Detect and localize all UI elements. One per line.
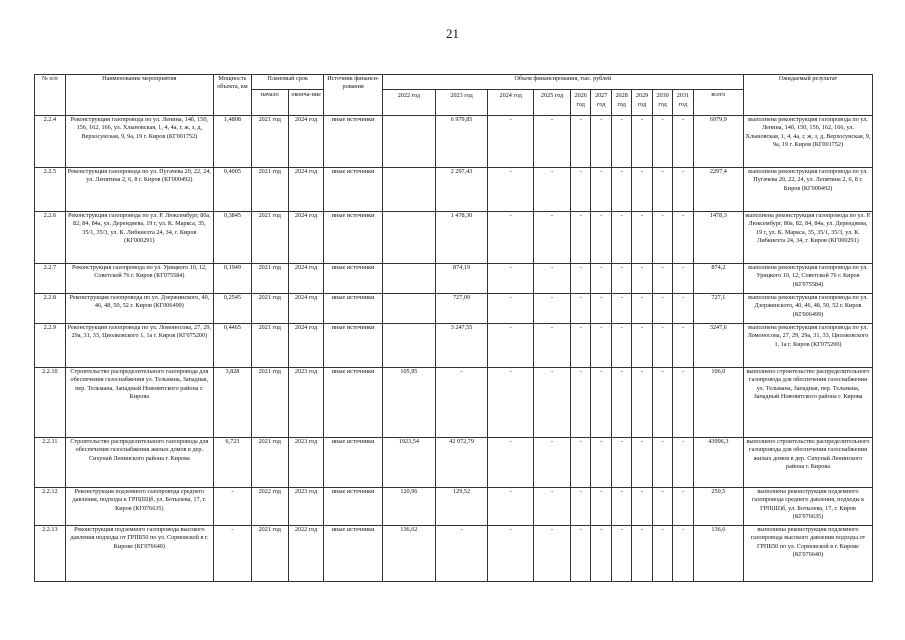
row-year-value [382,116,435,168]
row-year-value: - [435,368,487,438]
row-start: 2022 год [251,488,288,526]
col-term-header: Плановый срок [251,75,324,90]
row-start: 2021 год [251,116,288,168]
row-year-value: - [571,488,591,526]
row-year-value: - [571,526,591,582]
row-capacity: 0,1949 [214,264,252,294]
header-row-1 [35,75,873,90]
row-year-value: - [632,294,652,324]
row-year-value: - [673,526,693,582]
row-year-value: 129,52 [435,488,487,526]
row-name: Строительство распределительного газопровода для обеспечения газоснабжения жилых домов в дер. Сихунай Ленинского района г. Кирова [65,438,213,488]
row-end: 2023 год [288,488,324,526]
row-year-value: - [488,438,534,488]
row-year-value: - [652,294,672,324]
col-year-header: 2023 год [435,90,487,116]
row-source: иные источники [324,294,382,324]
row-number: 2.2.4 [35,116,66,168]
row-result: выполнена реконструкция газопровода по ул. Урицкого 10, 12, Советской 76 г. Киров (КГ075584) [743,264,872,294]
row-start: 2021 год [251,294,288,324]
row-year-value: - [534,168,571,212]
row-year-value: - [673,438,693,488]
row-capacity: 0,3845 [214,212,252,264]
row-capacity: 0,4465 [214,324,252,368]
row-start: 2021 год [251,168,288,212]
row-year-value: - [534,324,571,368]
row-year-value: - [611,526,631,582]
row-year-value: - [591,168,611,212]
col-year-header: 2030 год [652,90,672,116]
col-year-header: 2029 год [632,90,652,116]
row-year-value: - [488,526,534,582]
row-year-value: 1 478,30 [435,212,487,264]
row-start: 2021 год [251,212,288,264]
row-year-value: - [488,294,534,324]
row-capacity: 6,723 [214,438,252,488]
row-year-value: - [488,324,534,368]
row-number: 2.2.8 [35,294,66,324]
row-result: выполнена реконструкция газопровода по ул. Пугачева 20, 22, 24, ул. Лепятина 2, 6, 8 г. Киров (КГ000492) [743,168,872,212]
row-year-value: 136,62 [382,526,435,582]
row-year-value: - [534,264,571,294]
row-year-value: - [652,264,672,294]
table-row [35,526,873,582]
row-year-value: - [571,168,591,212]
table-row [35,116,873,168]
row-year-value: - [611,212,631,264]
table-row [35,294,873,324]
row-year-value: - [611,294,631,324]
row-year-value: - [652,212,672,264]
row-year-value [382,264,435,294]
row-name: Реконструкция газопровода по ул. Ломоносова, 27, 29, 29а, 31, 33, Циолковского 1, 1а г. Киров (КГ075200) [65,324,213,368]
col-source-header: Источник финанси-рования [324,75,382,116]
row-year-value: 874,19 [435,264,487,294]
row-capacity: 1,4808 [214,116,252,168]
row-source: иные источники [324,168,382,212]
row-total: 43996,3 [693,438,743,488]
col-year-header: 2025 год [534,90,571,116]
row-year-value [382,212,435,264]
row-year-value: - [611,438,631,488]
row-capacity: - [214,526,252,582]
col-year-header: 2031 год [673,90,693,116]
row-year-value: 105,95 [382,368,435,438]
row-year-value: 2 297,43 [435,168,487,212]
row-result: выполнена реконструкция подземного газопровода высокого давления подходы от ГРПБ50 по ул. Сормовской в г. Кирове (КГ076640) [743,526,872,582]
col-year-header: 2026 год [571,90,591,116]
row-year-value: - [652,116,672,168]
col-capacity-header: Мощность объекта, км [214,75,252,116]
row-year-value: - [488,368,534,438]
row-start: 2021 год [251,368,288,438]
row-year-value: - [591,438,611,488]
row-year-value: - [611,264,631,294]
row-year-value: - [673,212,693,264]
row-year-value [382,294,435,324]
row-year-value: - [652,488,672,526]
row-year-value: - [571,116,591,168]
row-year-value [382,324,435,368]
row-year-value: 727,09 [435,294,487,324]
row-year-value: - [534,212,571,264]
row-source: иные источники [324,488,382,526]
row-result: выполнена реконструкция подземного газопровода среднего давления, подходы к ГРП(Ш)б, ул. Ботылева, 17, г. Киров (КГ076635) [743,488,872,526]
row-year-value: - [571,438,591,488]
row-number: 2.2.13 [35,526,66,582]
page-number: 21 [446,26,459,41]
col-result-header: Ожидаемый результат [743,75,872,116]
row-year-value: - [673,168,693,212]
row-year-value: - [591,488,611,526]
row-year-value: - [534,368,571,438]
row-year-value [382,168,435,212]
row-end: 2022 год [288,526,324,582]
row-year-value: - [632,324,652,368]
row-name: Реконструкция газопровода по ул. Дзержинского, 40, 46, 48, 50, 52 г. Киров (КГ006499) [65,294,213,324]
row-source: иные источники [324,324,382,368]
col-volume-header: Объем финансирования, тыс. рублей [382,75,743,90]
col-start-header: начало [251,90,288,116]
row-year-value: - [673,116,693,168]
col-year-header: 2028 год [611,90,631,116]
col-year-header: 2022 год [382,90,435,116]
row-name: Реконструкция подземного газопровода высокого давления подходы от ГРПБ50 по ул. Сормовской в г. Кирове (КГ076640) [65,526,213,582]
row-year-value: 42 072,79 [435,438,487,488]
row-year-value: - [632,438,652,488]
row-year-value: - [611,116,631,168]
row-year-value: - [611,488,631,526]
row-total: 2297,4 [693,168,743,212]
row-source: иные источники [324,526,382,582]
row-capacity: 0,4005 [214,168,252,212]
row-year-value: - [673,488,693,526]
row-start: 2021 год [251,264,288,294]
row-number: 2.2.11 [35,438,66,488]
table-row [35,368,873,438]
row-result: выполнена реконструкция газопровода по ул. Ломоносова, 27, 29, 29а, 31, 33, Циолковского 1, 1а г. Киров (КГ075200) [743,324,872,368]
row-end: 2024 год [288,294,324,324]
row-name: Реконструкция газопровода по ул. Ленина, 14б, 150, 156, 162, 166, ул. Хлыновская, 1, 4, 4а, г, ж, з, д, Верхосунская, 9, 9а, 19 г. Киров (КГ001752) [65,116,213,168]
row-year-value: - [673,324,693,368]
col-year-header: 2027 год [591,90,611,116]
row-year-value: - [534,526,571,582]
table-row [35,488,873,526]
row-year-value: - [591,368,611,438]
row-year-value: - [632,168,652,212]
row-year-value: - [571,368,591,438]
row-number: 2.2.12 [35,488,66,526]
row-source: иные источники [324,438,382,488]
col-total-header: всего [693,90,743,116]
row-total: 3247,6 [693,324,743,368]
row-total: 874,2 [693,264,743,294]
row-year-value: - [534,116,571,168]
row-year-value: - [632,526,652,582]
table-row [35,438,873,488]
row-capacity: 0,2545 [214,294,252,324]
row-year-value: - [632,116,652,168]
col-end-header: оконча-ние [288,90,324,116]
row-result: выполнена реконструкция газопровода по ул. Ленина, 14б, 150, 156, 162, 166, ул. Хлыновская, 1, 4, 4а, г, ж, з, д, Верхосунская, 9, 9а, 19 г. Киров (КГ001752) [743,116,872,168]
row-year-value: - [611,368,631,438]
table-row [35,324,873,368]
table-row [35,264,873,294]
row-year-value: - [591,264,611,294]
row-year-value: - [488,488,534,526]
col-name-header: Наименование мероприятия [65,75,213,116]
row-total: 136,6 [693,526,743,582]
row-year-value: - [632,368,652,438]
row-year-value: - [652,324,672,368]
row-year-value: - [652,368,672,438]
row-year-value: - [571,212,591,264]
row-number: 2.2.7 [35,264,66,294]
row-year-value: 1923,54 [382,438,435,488]
row-year-value: 120,96 [382,488,435,526]
row-start: 2021 год [251,324,288,368]
row-year-value: - [591,526,611,582]
col-year-header: 2024 год [488,90,534,116]
row-end: 2024 год [288,212,324,264]
row-year-value: - [652,438,672,488]
row-number: 2.2.10 [35,368,66,438]
row-end: 2024 год [288,324,324,368]
row-year-value: - [488,212,534,264]
row-year-value: - [488,168,534,212]
row-end: 2023 год [288,368,324,438]
row-year-value: - [611,168,631,212]
row-result: выполнено строительство распределительного газопровода для обеспечения газоснабжения жилых домов в дер. Сихунай Ленинского района г. Кирова [743,438,872,488]
row-year-value: - [488,116,534,168]
row-name: Реконструкция газопровода по ул. Пугачева 20, 22, 24, ул. Лепятина 2, 6, 8 г. Киров (КГ000492) [65,168,213,212]
row-number: 2.2.6 [35,212,66,264]
row-number: 2.2.9 [35,324,66,368]
row-year-value: - [571,264,591,294]
row-year-value: - [534,488,571,526]
row-year-value: - [591,116,611,168]
row-year-value: 3 247,55 [435,324,487,368]
row-start: 2021 год [251,438,288,488]
row-end: 2024 год [288,264,324,294]
col-num-header: № п/п [35,75,66,116]
row-total: 6979,9 [693,116,743,168]
row-year-value: - [611,324,631,368]
row-end: 2024 год [288,116,324,168]
row-result: выполнена реконструкция газопровода по ул. Дзержинского, 40, 46, 48, 50, 52 г. Киров (КГ006499) [743,294,872,324]
row-year-value: - [435,526,487,582]
row-year-value: - [488,264,534,294]
row-start: 2021 год [251,526,288,582]
row-result: выполнено строительство распределительного газопровода для обеспечения газоснабжения ул. Тельмана, Западная, пер. Тельмана, Западный Нововятского района г. Кирова [743,368,872,438]
row-name: Реконструкция газопровода по ул. Урицкого 10, 12, Советской 76 г. Киров (КГ075584) [65,264,213,294]
row-year-value: - [673,264,693,294]
row-source: иные источники [324,368,382,438]
row-total: 727,1 [693,294,743,324]
row-capacity: 3,828 [214,368,252,438]
row-year-value: - [534,438,571,488]
row-name: Реконструкция газопровода по ул. Р. Люксембург, 80а, 82, 84, 84а, ул. Дерендяева, 19 г, ул. К. Маркса, 35, 35/1, 35/3, ул. К. Либкнехта 24, 34, г. Киров (КГ000291) [65,212,213,264]
row-year-value: 6 979,85 [435,116,487,168]
table-row [35,212,873,264]
row-year-value: - [571,324,591,368]
row-name: Строительство распределительного газопровода для обеспечения газоснабжения ул. Тельмана, Западная, пер. Тельмана, Западный Нововятского района г. Кирова [65,368,213,438]
row-total: 250,5 [693,488,743,526]
row-year-value: - [673,294,693,324]
row-source: иные источники [324,212,382,264]
row-year-value: - [652,526,672,582]
row-year-value: - [591,212,611,264]
row-end: 2023 год [288,438,324,488]
row-total: 106,0 [693,368,743,438]
row-result: выполнена реконструкция газопровода по ул. Р. Люксембург, 80а, 82, 84, 84а, ул. Дерендяева, 19 г, ул. К. Маркса, 35, 35/1, 35/3, ул. К. Либкнехта 24, 34, г. Киров (КГ000291) [743,212,872,264]
row-capacity: - [214,488,252,526]
row-year-value: - [632,212,652,264]
row-name: Реконструкция подземного газопровода среднего давления, подходы к ГРП(Ш)б, ул. Ботылева, 17, г. Киров (КГ076635) [65,488,213,526]
row-year-value: - [571,294,591,324]
row-year-value: - [591,324,611,368]
row-total: 1478,3 [693,212,743,264]
row-year-value: - [632,488,652,526]
financing-table [34,74,873,582]
row-year-value: - [652,168,672,212]
row-end: 2024 год [288,168,324,212]
row-number: 2.2.5 [35,168,66,212]
row-year-value: - [591,294,611,324]
row-year-value: - [673,368,693,438]
row-year-value: - [534,294,571,324]
row-source: иные источники [324,116,382,168]
table-row [35,168,873,212]
row-source: иные источники [324,264,382,294]
row-year-value: - [632,264,652,294]
